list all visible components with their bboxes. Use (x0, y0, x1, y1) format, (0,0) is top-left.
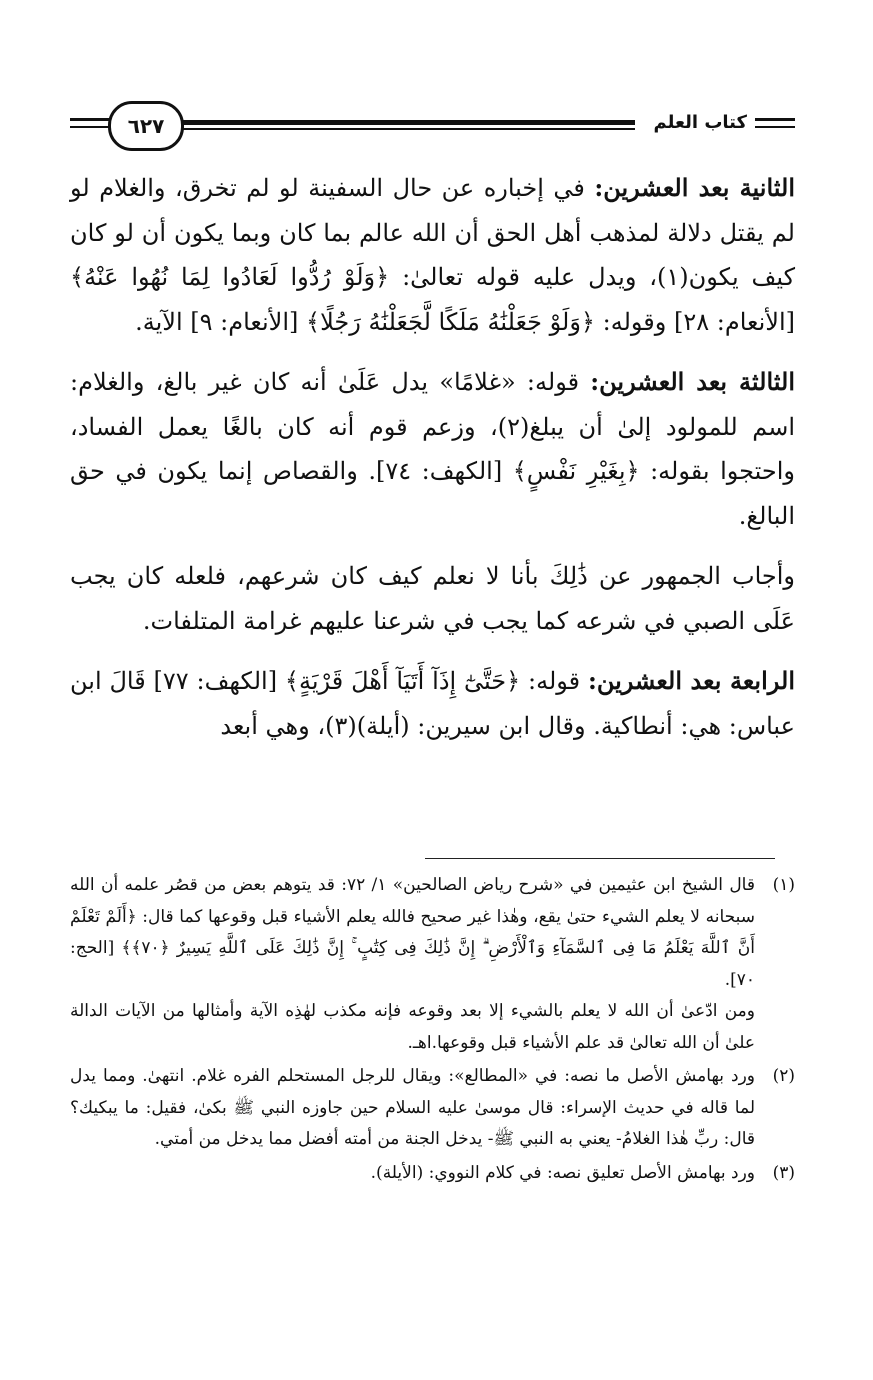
footnote-text: ورد بهامش الأصل ما نصه: في «المطالع»: ويقال للرجل المستحلم الفره غلام. انتهىٰ. ومما يدل لما قاله في حديث الإسراء: قال موسىٰ عليه السلام حين جاوزه النبي ﷺ بكىٰ، فقيل: ما يبكيك؟ قال: ربِّ هٰذا الغلامُ- يعني به النبي ﷺ- يدخل الجنة من أمته أفضل مما يدخل من أمتي. (70, 1066, 755, 1149)
footnote-body (70, 870, 755, 1059)
footnote-separator (425, 858, 775, 859)
paragraph-text: قوله: ﴿حَتَّىٰٓ إِذَآ أَتَيَآ أَهْلَ قَرْيَةٍ﴾ [الكهف: ٧٧] قَالَ ابن عباس: هي: أنطاكية. وقال ابن سيرين: (أيلة)(٣)، وهي أبعد (70, 667, 795, 740)
footnote-text: ومن ادّعىٰ أن الله لا يعلم بالشيء إلا بعد وقوعه فإنه مكذب لهٰذِه الآية وأمثالها من الآيات الدالة علىٰ أن الله تعالىٰ قد علم الأشياء قبل وقوعها.اهـ. (70, 1001, 755, 1053)
paragraph (70, 166, 795, 344)
header-rule (180, 128, 635, 130)
header-rule (70, 118, 110, 121)
paragraph-text: قوله: «غلامًا» يدل عَلَىٰ أنه كان غير بالغ، والغلام: اسم للمولود إلىٰ أن يبلغ(٢)، وزعم قوم أنه كان بالغًا يعمل الفساد، واحتجوا بقوله: ﴿بِغَيْرِ نَفْسٍ﴾ [الكهف: ٧٤]. والقصاص إنما يكون في حق البالغ. (70, 368, 795, 530)
footnote-text: ورد بهامش الأصل تعليق نصه: في كلام النووي: (الأيلة). (370, 1162, 755, 1183)
paragraph (70, 360, 795, 538)
main-text (70, 166, 795, 764)
header-rule (180, 120, 635, 125)
footnote (70, 870, 795, 1059)
paragraph (70, 659, 795, 748)
paragraph-lead: الثالثة بعد العشرين: (590, 367, 795, 396)
chapter-title: كتاب العلم (648, 112, 753, 133)
running-header (70, 96, 795, 154)
header-rule (70, 126, 110, 128)
paragraph-lead: الرابعة بعد العشرين: (587, 666, 795, 695)
footnote (70, 1158, 795, 1190)
paragraph (70, 554, 795, 643)
paragraph-lead: الثانية بعد العشرين: (594, 173, 795, 202)
footnote-number: (٣) (772, 1162, 795, 1183)
header-rule (755, 118, 795, 121)
footnote-body (70, 1061, 755, 1156)
footnote-number: (٢) (772, 1066, 795, 1086)
footnote (70, 1061, 795, 1156)
paragraph-text: وأجاب الجمهور عن ذَٰلِكَ بأنا لا نعلم كيف كان شرعهم، فلعله كان يجب عَلَى الصبي في شرعه كما يجب في شرعنا عليهم غرامة المتلفات. (70, 562, 795, 635)
page-number: ٦٢٧ (108, 101, 184, 151)
paragraph-text: في إخباره عن حال السفينة لو لم تخرق، والغلام لو لم يقتل دلالة لمذهب أهل الحق أن الله عالم بما كان وبما يكون أن لو كان كيف يكون(١)، ويدل عليه قوله تعالىٰ: ﴿وَلَوْ رُدُّوا لَعَادُوا لِمَا نُهُوا عَنْهُ﴾ [الأنعام: ٢٨] وقوله: ﴿وَلَوْ جَعَلْنَٰهُ مَلَكًا لَّجَعَلْنَٰهُ رَجُلًا﴾ [الأنعام: ٩] الآية. (70, 174, 796, 336)
header-rule (755, 126, 795, 128)
footnotes (70, 870, 795, 1191)
footnote-number: (١) (772, 875, 795, 895)
footnote-text: قال الشيخ ابن عثيمين في «شرح رياض الصالحين» ١/ ٧٢: قد يتوهم بعض من قصُر علمه أن الله سبحانه لا يعلم الشيء حتىٰ يقع، وهٰذا غير صحيح فالله يعلم الأشياء قبل وقوعها كما قال: ﴿أَلَمْ تَعْلَمْ أَنَّ ٱللَّهَ يَعْلَمُ مَا فِى ٱلسَّمَآءِ وَٱلْأَرْضِ ۗ إِنَّ ذَٰلِكَ فِى كِتَٰبٍ ۚ إِنَّ ذَٰلِكَ عَلَى ٱللَّهِ يَسِيرٌ ﴿٧٠﴾﴾ [الحج: ٧٠]. (70, 875, 755, 990)
footnote-body (70, 1158, 755, 1190)
